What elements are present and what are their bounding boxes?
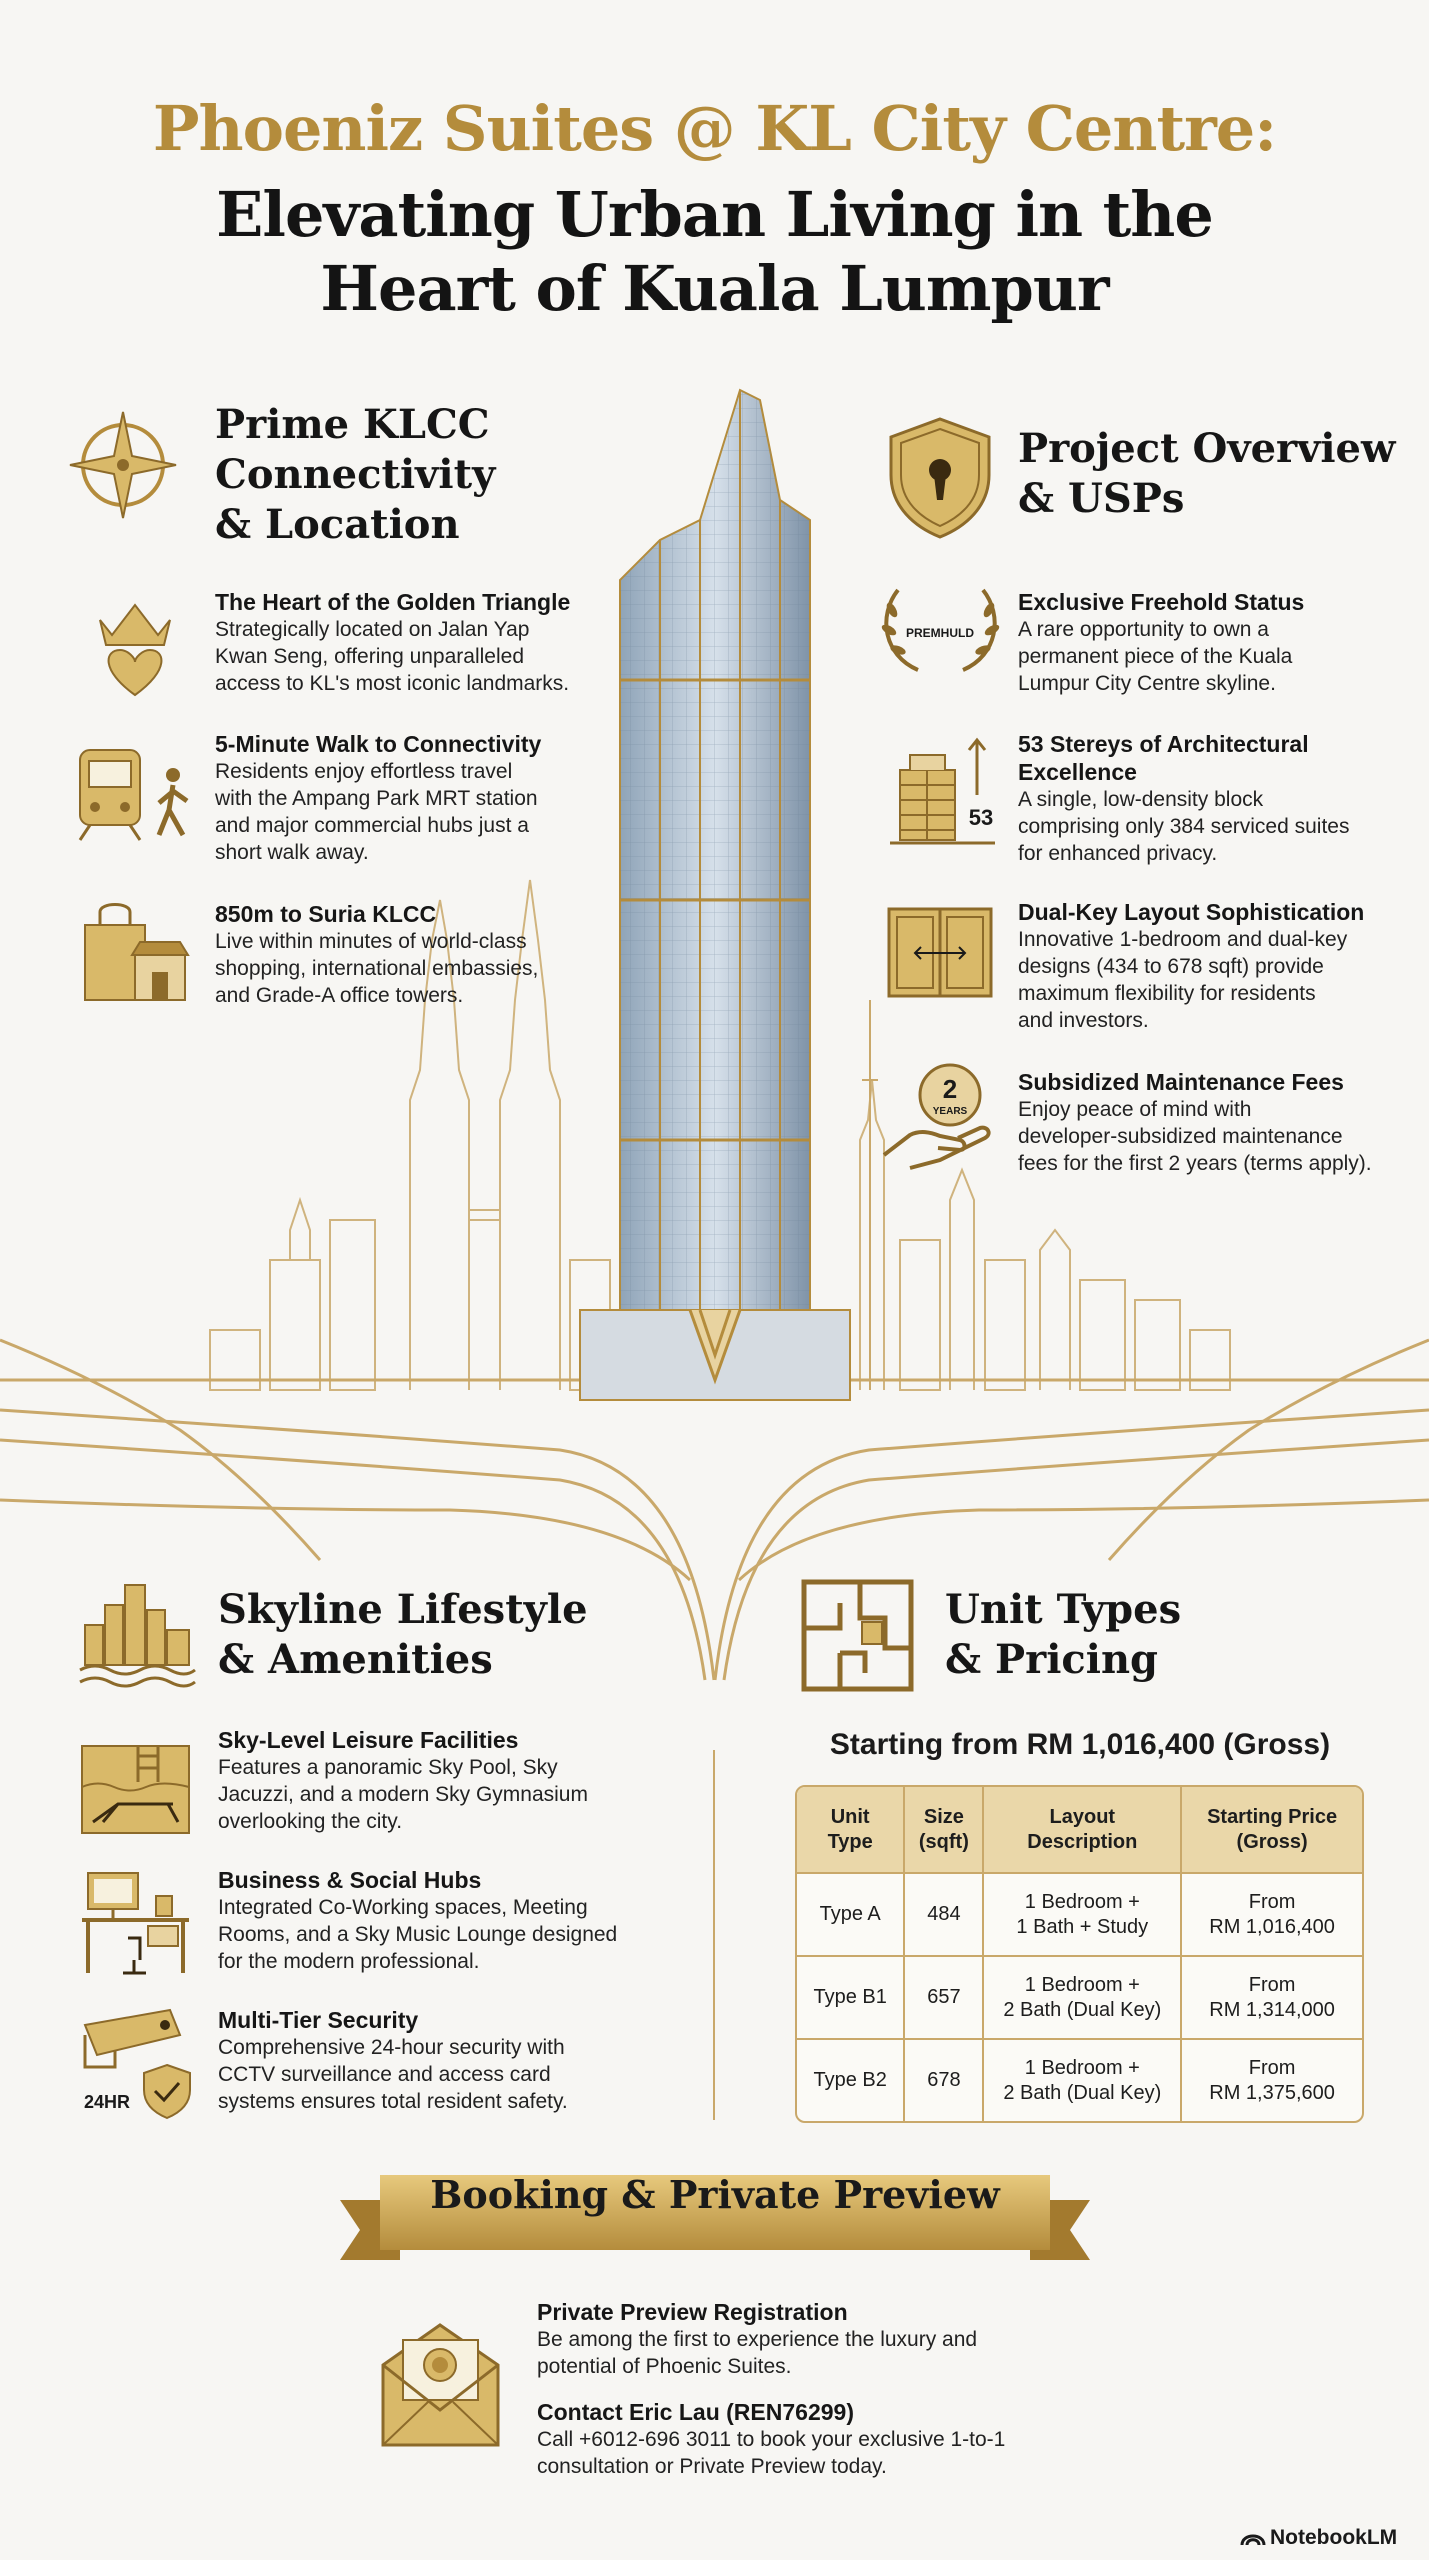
envelope-icon (378, 2310, 503, 2450)
dual-door-icon (885, 905, 995, 1000)
overview-heading: Project Overview & USPs (1018, 425, 1396, 522)
overview-item-3: Dual-Key Layout Sophistication Innovative 1-bedroom and dual-key designs (434 to 678 sqft) provide maximum flexibility for residents and investors. (1018, 899, 1365, 1032)
column-header-price: Starting Price (Gross) (1181, 1787, 1362, 1873)
column-header-unit-type: Unit Type (797, 1787, 904, 1873)
security-badge-text: 24HR (83, 2092, 131, 2112)
pool-lounger-icon (78, 1742, 193, 1837)
cctv-shield-icon (75, 2005, 200, 2120)
lifestyle-heading: Skyline Lifestyle & Amenities (218, 1586, 588, 1683)
freehold-badge-text: PREMHULD (906, 626, 974, 640)
table-row: Type A 484 1 Bedroom + 1 Bath + Study From RM 1,016,400 (797, 1873, 1362, 1956)
title-line-1: Phoeniz Suites @ KL City Centre: (152, 92, 1277, 165)
overview-item-1: Exclusive Freehold Status A rare opportunity to own a permanent piece of the Kuala Lumpur City Centre skyline. (1018, 589, 1305, 695)
floor-plan-icon (800, 1578, 915, 1693)
building-storeys-icon (885, 735, 1000, 850)
shield-keyhole-icon (885, 415, 995, 540)
pricing-table (795, 1785, 1364, 2123)
notebooklm-logo-icon (1240, 2527, 1266, 2547)
starting-price: Starting from RM 1,016,400 (Gross) (829, 1728, 1331, 1761)
title-line-3: Heart of Kuala Lumpur (320, 252, 1109, 325)
compass-icon (68, 410, 178, 520)
connectivity-item-1: The Heart of the Golden Triangle Strategically located on Jalan Yap Kwan Seng, offering unparalleled access to KL's most iconic landmarks. (215, 589, 571, 695)
storeys-badge-text: 53 (968, 805, 994, 830)
lifestyle-item-3: Multi-Tier Security Comprehensive 24-hour security with CCTV surveillance and access card systems ensures total resident safety. (218, 2007, 568, 2113)
skyline-water-icon (75, 1580, 200, 1690)
booking-contact: Contact Eric Lau (REN76299) Call +6012-696 3011 to book your exclusive 1-to-1 consultation or Private Preview today. (537, 2399, 1006, 2478)
column-header-layout: Layout Description (983, 1787, 1181, 1873)
desk-workspace-icon (78, 1868, 193, 1978)
lifestyle-item-1: Sky-Level Leisure Facilities Features a panoramic Sky Pool, Sky Jacuzzi, and a modern Sky Gymnasium overlooking the city. (218, 1727, 588, 1833)
booking-banner-text: Booking & Private Preview (430, 2172, 1000, 2217)
years-badge-text: YEARS (932, 1106, 968, 1117)
overview-item-2: 53 Stereys of Architectural Excellence A single, low-density block comprising only 384 serviced suites for enhanced privacy. (1018, 731, 1350, 865)
title-line-2: Elevating Urban Living in the (216, 178, 1213, 251)
footer-brand: NotebookLM (1270, 2526, 1398, 2549)
table-row: Type B2 678 1 Bedroom + 2 Bath (Dual Key) From RM 1,375,600 (797, 2039, 1362, 2121)
lifestyle-item-2: Business & Social Hubs Integrated Co-Working spaces, Meeting Rooms, and a Sky Music Lounge designed for the modern professional. (218, 1867, 618, 1973)
hand-coin-icon (880, 1060, 995, 1180)
train-walk-icon (75, 745, 200, 845)
connectivity-item-3: 850m to Suria KLCC Live within minutes of world-class shopping, international embassies, and Grade-A office towers. (215, 901, 539, 1007)
laurel-badge-icon (878, 585, 1003, 680)
table-row: Type B1 657 1 Bedroom + 2 Bath (Dual Key) From RM 1,314,000 (797, 1956, 1362, 2039)
overview-item-4: Subsidized Maintenance Fees Enjoy peace of mind with developer-subsidized maintenance fees for the first 2 years (terms apply). (1018, 1069, 1372, 1175)
booking-registration: Private Preview Registration Be among the first to experience the luxury and potential of Phoenic Suites. (537, 2299, 978, 2378)
pricing-header-row (797, 1787, 1362, 1873)
column-header-size: Size (sqft) (904, 1787, 983, 1873)
section-divider (713, 1750, 715, 2120)
skyline-illustration (0, 380, 1429, 1730)
phoeniz-tower (580, 390, 850, 1400)
years-badge-number: 2 (942, 1074, 958, 1104)
crown-heart-icon (90, 590, 180, 700)
units-heading: Unit Types & Pricing (945, 1586, 1182, 1683)
connectivity-heading: Prime KLCC Connectivity & Location (215, 401, 496, 548)
shopping-bag-icon (80, 900, 190, 1005)
connectivity-item-2: 5-Minute Walk to Connectivity Residents enjoy effortless travel with the Ampang Park MRT station and major commercial hubs just a short walk away. (215, 731, 542, 864)
